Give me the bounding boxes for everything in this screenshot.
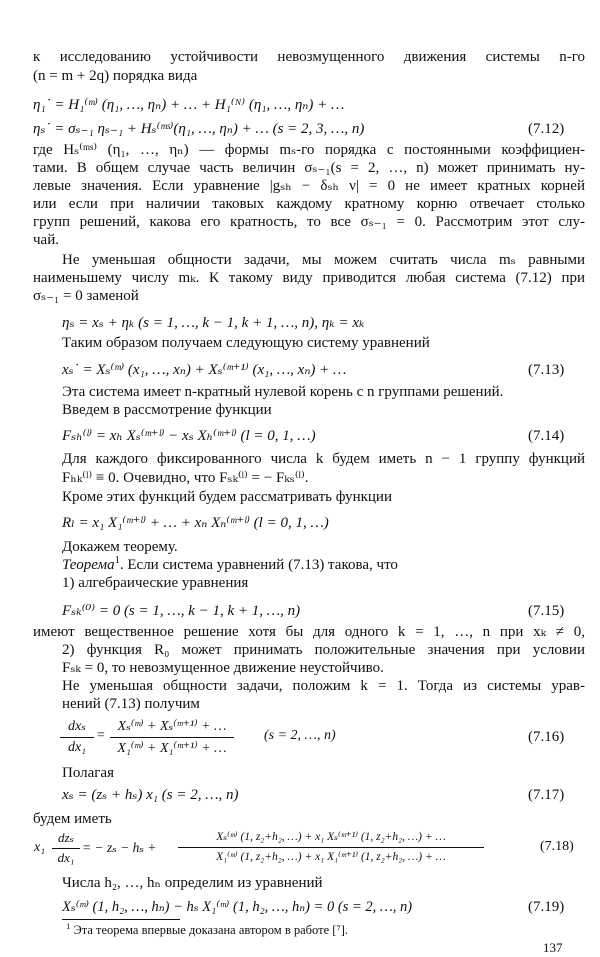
footnote-mark: 1 xyxy=(66,920,71,931)
text-line: Кроме этих функций будем рассматривать функции xyxy=(62,489,392,505)
text-line: Полагая xyxy=(62,765,114,781)
text-line: тами. В общем случае часть величин σₛ₋₁(s = 2, …, n) может принимать ну- xyxy=(33,160,585,176)
text-line: Fₕₖ⁽ˡ⁾ ≡ 0. Очевидно, что Fₛₖ⁽ˡ⁾ = − Fₖₛ⁽ˡ⁾. xyxy=(62,470,309,486)
text-line: групп решений, какова его кратность, то все σₛ₋₁ = 0. Рассмотрим этот слу- xyxy=(33,214,585,230)
fraction-numerator: dxₛ xyxy=(68,719,86,734)
equation-number: (7.18) xyxy=(540,839,574,854)
text-line: или если при наличии таковых каждому кратному корню отвечает столько xyxy=(33,196,585,212)
fraction-bar xyxy=(110,737,234,738)
fraction-denominator: X₁⁽ᵐ⁾ (1, z₂+h₂, …) + x₁ X₁⁽ᵐ⁺¹⁾ (1, z₂+h₂, …) + … xyxy=(216,851,446,863)
equation-number: (7.13) xyxy=(528,362,565,378)
page-number: 137 xyxy=(543,940,563,955)
text-line: Для каждого фиксированного числа k будем иметь n − 1 группу функций xyxy=(62,451,585,467)
fraction-denominator: dx₁ xyxy=(57,850,75,865)
text-line: Fₛₖ = 0, то невозмущенное движение неустойчиво. xyxy=(62,660,384,676)
text-line: Не уменьшая общности задачи, мы можем считать числа mₛ равными xyxy=(62,252,585,268)
equation-number: (7.15) xyxy=(528,603,565,619)
fraction-bar xyxy=(60,737,94,738)
fraction-numerator: dzₛ xyxy=(58,830,74,845)
text-line xyxy=(62,556,398,574)
text-line: Эта система имеет n-кратный нулевой корень с n группами решений. xyxy=(62,384,504,400)
text-line: (n = m + 2q) порядка вида xyxy=(33,68,198,84)
equation-condition: (s = 2, …, n) xyxy=(264,728,336,743)
footnote-rule xyxy=(62,919,180,920)
text-line: Таким образом получаем следующую систему уравнений xyxy=(62,335,430,351)
equation-line: η₁˙ = H₁⁽ᵐ⁾ (η₁, …, ηₙ) + … + H₁⁽ᴺ⁾ (η₁, …, ηₙ) + … xyxy=(33,97,345,113)
theorem-label: Теорема xyxy=(62,557,115,573)
text-line: σₛ₋₁ = 0 заменой xyxy=(33,288,139,304)
footnote-mark: 1 xyxy=(114,555,120,566)
equation-line: Fₛₖ⁽⁰⁾ = 0 (s = 1, …, k − 1, k + 1, …, n) xyxy=(62,603,301,619)
equation-line: ηₛ = xₛ + ηₖ (s = 1, …, k − 1, k + 1, …, n), ηₖ = xₖ xyxy=(62,315,365,331)
equation-number: (7.19) xyxy=(528,899,565,915)
text-line: Введем в рассмотрение функции xyxy=(62,402,272,418)
text-line: 2) функция R₀ может принимать положительные значения при условии xyxy=(62,642,585,658)
fraction-numerator: Xₛ⁽ᵐ⁾ (1, z₂+h₂, …) + x₁ Xₛ⁽ᵐ⁺¹⁾ (1, z₂+h₂, …) + … xyxy=(216,831,446,843)
equation-line: Fₛₕ⁽ˡ⁾ = xₕ Xₛ⁽ᵐ⁺ˡ⁾ − xₛ Xₕ⁽ᵐ⁺ˡ⁾ (l = 0, 1, …) xyxy=(62,428,316,444)
equation-number: (7.14) xyxy=(528,428,565,444)
text-line: к исследованию устойчивости невозмущенного движения системы n-го xyxy=(33,49,585,65)
equation-line: Xₛ⁽ᵐ⁾ (1, h₂, …, hₙ) − hₛ X₁⁽ᵐ⁾ (1, h₂, …, hₙ) = 0 (s = 2, …, n) xyxy=(62,899,413,915)
equation-line: Rₗ = x₁ X₁⁽ᵐ⁺ˡ⁾ + … + xₙ Xₙ⁽ᵐ⁺ˡ⁾ (l = 0, 1, …) xyxy=(62,515,329,531)
footnote xyxy=(66,920,349,938)
text-line: 1) алгебраические уравнения xyxy=(62,575,249,591)
text-line: Докажем теорему. xyxy=(62,539,178,555)
equation-number: (7.12) xyxy=(528,121,565,137)
text-line: где Hₛ⁽ᵐˢ⁾ (η₁, …, ηₙ) — формы mₛ-го порядка с постоянными коэффициен- xyxy=(33,142,585,158)
equation-term: = − zₛ − hₛ + xyxy=(82,840,157,855)
text-line: чай. xyxy=(33,232,59,248)
fraction-bar xyxy=(178,847,484,848)
text-line: имеют вещественное решение хотя бы для одного k = 1, …, n при xₖ ≠ 0, xyxy=(33,624,585,640)
text-line: нений (7.13) получим xyxy=(62,696,200,712)
fraction-denominator: X₁⁽ᵐ⁾ + X₁⁽ᵐ⁺¹⁾ + … xyxy=(117,741,227,756)
fraction-bar xyxy=(52,848,80,849)
text-line: левые значения. Если уравнение |gₛₕ − δₛₕ ν| = 0 не имеет кратных корней xyxy=(33,178,585,194)
text-line: Не уменьшая общности задачи, положим k = 1. Тогда из системы урав- xyxy=(62,678,585,694)
fraction-numerator: Xₛ⁽ᵐ⁾ + Xₛ⁽ᵐ⁺¹⁾ + … xyxy=(117,719,227,734)
text-line: наименьшему числу mₖ. К такому виду приводится любая система (7.12) при xyxy=(33,270,585,286)
text-line: Числа h₂, …, hₙ определим из уравнений xyxy=(62,875,323,891)
fraction-denominator: dx₁ xyxy=(67,740,87,755)
text-line: будем иметь xyxy=(33,811,112,827)
equals-sign: = xyxy=(96,728,106,743)
equation-line: ηₛ˙ = σₛ₋₁ ηₛ₋₁ + Hₛ⁽ᵐˢ⁾(η₁, …, ηₙ) + … (s = 2, 3, …, n) xyxy=(33,121,365,137)
equation-number: (7.17) xyxy=(528,787,565,803)
equation-number: (7.16) xyxy=(528,729,565,745)
theorem-text: . Если система уравнений (7.13) такова, что xyxy=(119,557,398,573)
equation-line: xₛ = (zₛ + hₛ) x₁ (s = 2, …, n) xyxy=(62,787,239,803)
equation-term: x₁ xyxy=(34,840,46,855)
equation-line: xₛ˙ = Xₛ⁽ᵐ⁾ (x₁, …, xₙ) + Xₛ⁽ᵐ⁺¹⁾ (x₁, …, xₙ) + … xyxy=(62,362,347,378)
footnote-text: Эта теорема впервые доказана автором в работе [⁷]. xyxy=(73,923,349,937)
